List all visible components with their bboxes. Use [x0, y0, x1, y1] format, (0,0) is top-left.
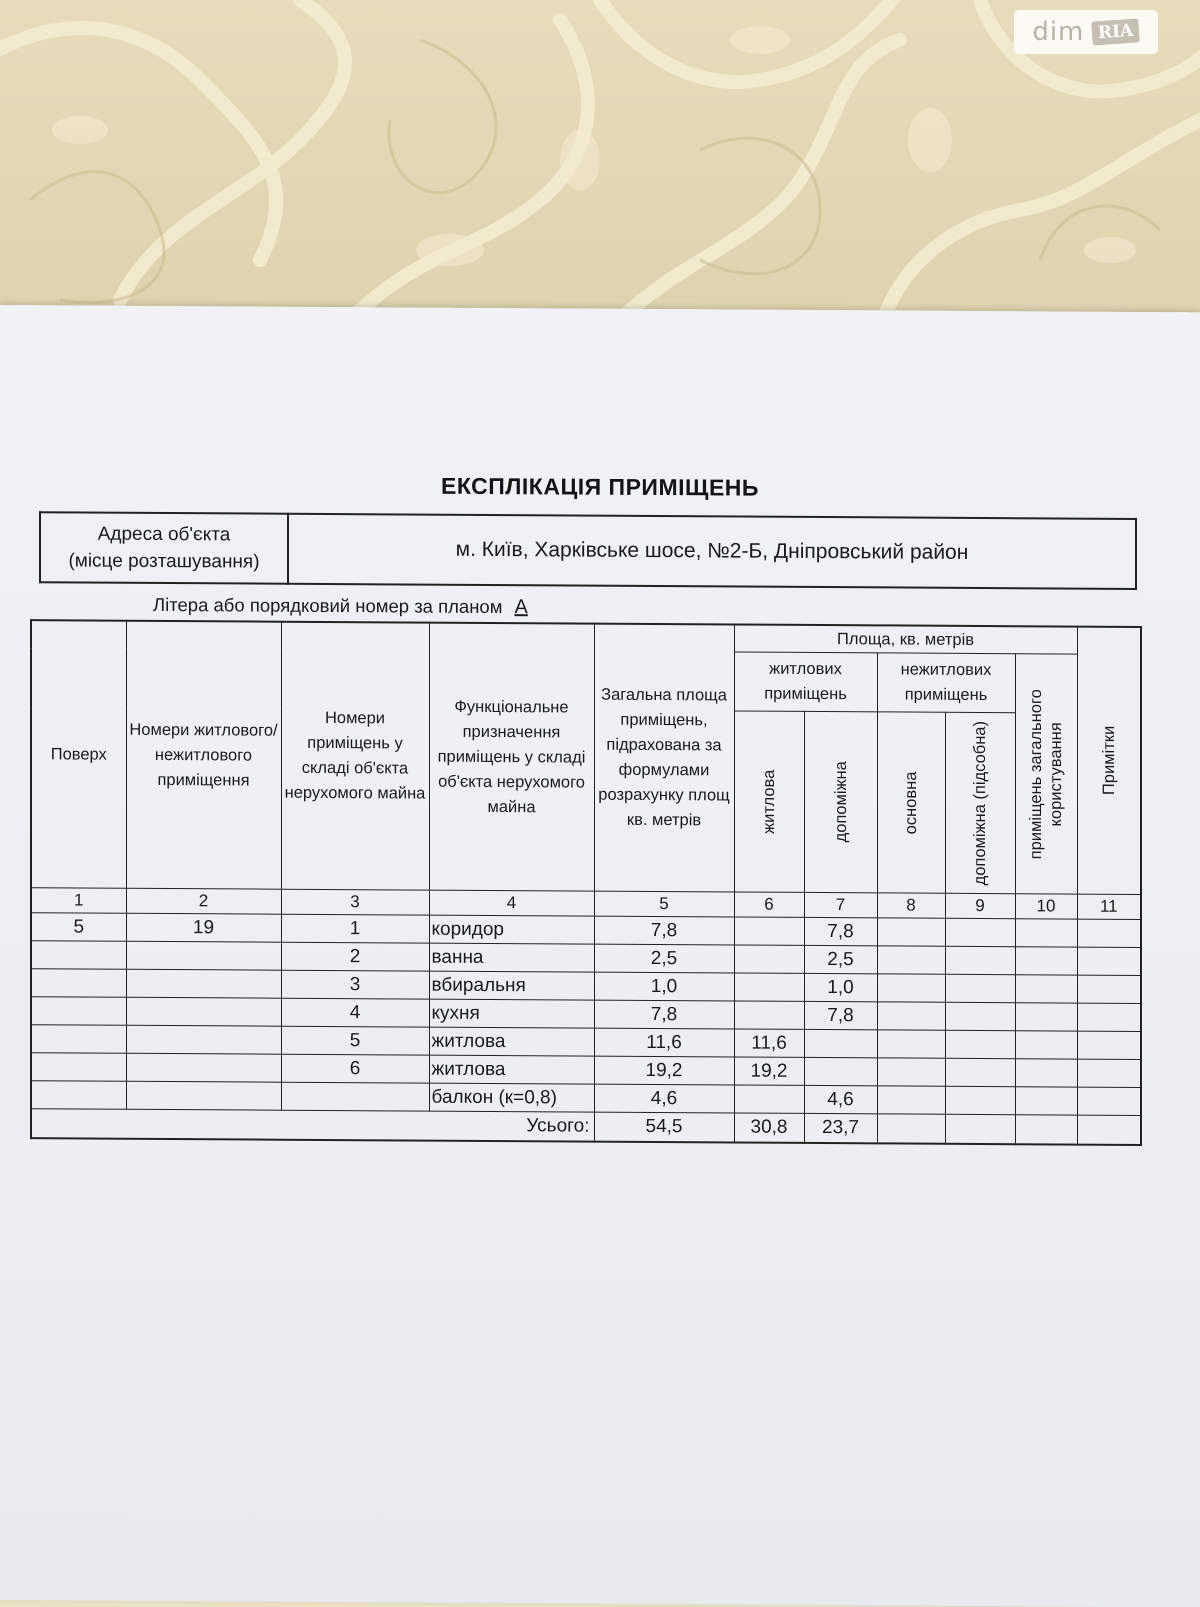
- watermark-dim-text: dim: [1032, 17, 1085, 47]
- cell-empty: [945, 1030, 1015, 1058]
- cell-empty: [877, 1114, 945, 1144]
- column-number: 8: [877, 893, 945, 918]
- header-living-cell: [734, 711, 804, 892]
- letter-value: А: [514, 596, 528, 619]
- cell-empty: [1015, 1031, 1077, 1059]
- cell-empty: [877, 1086, 945, 1114]
- cell-total: 1,0: [594, 972, 734, 1001]
- header-floor: Поверх: [31, 620, 126, 888]
- header-aux-utility-cell: [945, 712, 1015, 893]
- cell-empty: [1015, 919, 1077, 947]
- cell-living: [734, 1085, 804, 1113]
- header-room-numbers: Номери приміщень у складі об'єкта нерухомого майна: [281, 622, 429, 890]
- column-number: 1: [31, 888, 126, 914]
- cell-floor: 5: [31, 913, 126, 942]
- cell-unit: 19: [126, 913, 281, 942]
- cell-living: 19,2: [734, 1057, 804, 1085]
- cell-empty: [945, 946, 1015, 974]
- cell-total: 11,6: [594, 1028, 734, 1057]
- cell-unit: [126, 997, 281, 1026]
- cell-empty: [1015, 947, 1077, 975]
- cell-empty: [945, 1002, 1015, 1030]
- cell-total: 7,8: [594, 916, 734, 945]
- data-rows: [31, 913, 1141, 1116]
- cell-empty: [877, 1030, 945, 1058]
- cell-empty: [877, 1058, 945, 1086]
- cell-empty: [877, 974, 945, 1002]
- cell-empty: [1077, 1087, 1141, 1115]
- cell-unit: [126, 1053, 281, 1082]
- column-number: 9: [945, 893, 1015, 918]
- cell-empty: [1015, 1003, 1077, 1031]
- column-number: 3: [281, 889, 429, 915]
- cell-empty: [945, 1114, 1015, 1144]
- address-label-line2: (місце розташування): [68, 550, 260, 573]
- column-number: 5: [594, 891, 734, 917]
- cell-aux: 1,0: [804, 973, 877, 1001]
- header-main: основна: [902, 771, 920, 835]
- column-number: 6: [734, 892, 804, 917]
- header-notes-cell: [1077, 627, 1141, 895]
- address-table: [39, 511, 1137, 590]
- document-sheet: [0, 305, 1200, 1607]
- cell-unit: [126, 1025, 281, 1054]
- cell-unit: [126, 969, 281, 998]
- cell-empty: [945, 1058, 1015, 1086]
- cell-empty: [877, 1002, 945, 1030]
- cell-unit: [126, 941, 281, 970]
- cell-function: кухня: [429, 999, 594, 1028]
- header-main-cell: [877, 712, 945, 893]
- address-value: м. Київ, Харківське шосе, №2-Б, Дніпровський район: [288, 514, 1136, 589]
- cell-unit: [126, 1081, 281, 1110]
- header-auxiliary-cell: [804, 711, 877, 892]
- cell-function: житлова: [429, 1055, 594, 1084]
- cell-floor: [31, 997, 126, 1026]
- cell-total: 4,6: [594, 1084, 734, 1113]
- cell-function: житлова: [429, 1027, 594, 1056]
- header-area-group: Площа, кв. метрів: [734, 624, 1077, 654]
- header-living: житлова: [760, 769, 778, 834]
- totals-label: Усього:: [31, 1109, 594, 1142]
- cell-floor: [31, 1025, 126, 1054]
- dimria-watermark: [1014, 10, 1158, 54]
- cell-function: коридор: [429, 915, 594, 944]
- letter-label: Літера або порядковий номер за планом: [153, 593, 503, 618]
- totals-row: [31, 1109, 1141, 1145]
- header-unit-numbers: Номери житлового/ нежитлового приміщення: [126, 621, 281, 889]
- cell-room: 4: [281, 998, 429, 1027]
- header-aux-utility: допоміжна (підсобна): [971, 720, 989, 886]
- totals-total: 54,5: [594, 1112, 734, 1142]
- cell-empty: [1015, 1087, 1077, 1115]
- cell-aux: 7,8: [804, 1001, 877, 1029]
- cell-room: 6: [281, 1054, 429, 1083]
- cell-aux: 4,6: [804, 1085, 877, 1113]
- cell-total: 2,5: [594, 944, 734, 973]
- cell-aux: [804, 1057, 877, 1085]
- cell-empty: [1077, 975, 1141, 1003]
- cell-empty: [1077, 1115, 1141, 1145]
- cell-room: 3: [281, 970, 429, 999]
- cell-floor: [31, 1081, 126, 1110]
- totals-aux: 23,7: [804, 1113, 877, 1143]
- cell-empty: [1077, 947, 1141, 975]
- cell-room: 1: [281, 914, 429, 943]
- column-number: 11: [1077, 894, 1141, 919]
- cell-total: 7,8: [594, 1000, 734, 1029]
- explication-table: [30, 619, 1142, 1146]
- cell-floor: [31, 941, 126, 970]
- column-number: 7: [804, 892, 877, 917]
- cell-living: [734, 917, 804, 945]
- document-title: ЕКСПЛІКАЦІЯ ПРИМІЩЕНЬ: [441, 472, 759, 501]
- address-label: [40, 512, 288, 584]
- cell-empty: [1077, 1003, 1141, 1031]
- cell-empty: [1015, 1059, 1077, 1087]
- cell-empty: [1077, 1059, 1141, 1087]
- letter-line: [153, 594, 528, 619]
- cell-aux: [804, 1029, 877, 1057]
- cell-empty: [877, 918, 945, 946]
- header-notes: Примітки: [1099, 726, 1118, 796]
- header-auxiliary: допоміжна: [831, 761, 850, 843]
- cell-empty: [1015, 975, 1077, 1003]
- totals-living: 30,8: [734, 1113, 804, 1143]
- cell-function: балкон (к=0,8): [429, 1083, 594, 1112]
- address-label-line1: Адреса об'єкта: [97, 523, 231, 546]
- cell-living: [734, 1001, 804, 1029]
- cell-living: [734, 973, 804, 1001]
- watermark-ria-badge: RIA: [1092, 18, 1141, 45]
- cell-room: [281, 1082, 429, 1111]
- column-number: 10: [1015, 894, 1077, 919]
- cell-empty: [877, 946, 945, 974]
- cell-floor: [31, 969, 126, 998]
- header-common-use-cell: [1015, 654, 1077, 894]
- cell-empty: [945, 974, 1015, 1002]
- cell-empty: [1077, 1031, 1141, 1059]
- cell-empty: [1015, 1115, 1077, 1145]
- header-non-residential: нежитлових приміщень: [877, 653, 1015, 713]
- header-total-area: Загальна площа приміщень, підрахована за формулами розрахунку площ кв. метрів: [594, 624, 734, 892]
- cell-empty: [945, 918, 1015, 946]
- cell-living: [734, 945, 804, 973]
- cell-empty: [1077, 919, 1141, 947]
- cell-function: ванна: [429, 943, 594, 972]
- cell-living: 11,6: [734, 1029, 804, 1057]
- cell-room: 5: [281, 1026, 429, 1055]
- header-residential: житлових приміщень: [734, 652, 877, 712]
- cell-aux: 2,5: [804, 945, 877, 973]
- cell-room: 2: [281, 942, 429, 971]
- header-function: Функціональне призначення приміщень у складі об'єкта нерухомого майна: [429, 623, 594, 892]
- cell-empty: [945, 1086, 1015, 1114]
- cell-total: 19,2: [594, 1056, 734, 1085]
- column-number: 2: [126, 888, 281, 914]
- cell-aux: 7,8: [804, 917, 877, 945]
- header-common-use: приміщень загального користування: [1027, 688, 1065, 859]
- cell-function: вбиральня: [429, 971, 594, 1000]
- column-number: 4: [429, 890, 594, 916]
- cell-floor: [31, 1053, 126, 1082]
